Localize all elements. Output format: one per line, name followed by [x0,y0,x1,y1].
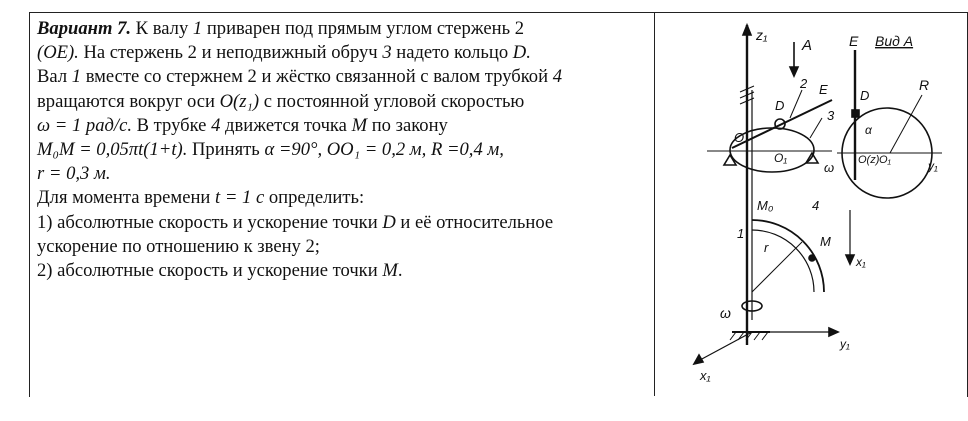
view-title: Вид А [875,33,914,49]
text-line: вращаются вокруг оси O(z₁) с постоянной угловой скоростью [37,90,525,112]
y1-label-b: y₁ [840,337,850,351]
view-a-label: A [802,37,813,54]
o1-right-label: O₁ [879,154,892,166]
r-big-label: R [919,77,930,93]
point-m-icon [809,255,815,261]
mechanism-figure [672,20,962,390]
r-small-label: r [764,240,769,255]
leader-line [810,118,822,138]
m-label: M [820,234,831,249]
x1-label-b: x₁ [700,368,711,383]
x1-arrow-icon [846,255,854,264]
two-label: 2 [800,76,808,91]
text-line: M₀M = 0,05πt(1+t). Принять α =90°, OO₁ = 0,2 м, R =0,4 м, [37,139,504,161]
text-line: ускорение по отношению к звену 2; [37,235,320,257]
one-label: 1 [737,226,745,241]
leader-line [790,90,802,118]
z1-label: z₁ [756,27,768,43]
text-line: 1) абсолютные скорость и ускорение точки D и её относительное [37,211,554,233]
y1-label-a: y₁ [928,159,938,173]
oz-label: O(z) [858,154,880,166]
radius-line [890,95,922,153]
omega-base-label: ω [720,305,731,321]
text-line: 2) абсолютные скорость и ускорение точки M. [37,260,403,282]
text-line: ω = 1 рад/с. В трубке 4 движется точка M по закону [37,114,448,136]
x1-axis-base [700,332,752,360]
ring-d-right-icon [852,110,859,117]
text-line: Вариант 7. К валу 1 приварен под прямым углом стержень 2 [37,18,525,39]
three-label: 3 [827,108,835,123]
alpha-label: α [865,123,872,137]
o-label: O [734,130,745,145]
four-label: 4 [812,198,820,213]
view-arrow-icon [790,67,798,76]
text-line: r = 0,3 м. [37,163,111,185]
d-label: D [775,98,785,113]
omega-label: ω [824,160,835,175]
text-line: Вал 1 вместе со стержнем 2 и жёстко связанной с валом трубкой 4 [37,66,562,88]
x1-base-arrow-icon [694,355,703,364]
column-divider [654,12,655,396]
text-line: (OE). На стержень 2 и неподвижный обруч 3 надето кольцо D. [37,42,531,64]
problem-statement [37,17,649,283]
e-label-2: E [819,82,828,97]
text-line: Для момента времени t = 1 c определить: [37,187,365,209]
d-right-label: D [860,88,870,103]
r-radius-line [752,242,802,292]
m0-label: M₀ [757,198,774,213]
y1-arrow-icon [829,328,838,336]
x1-label-a: x₁ [856,255,866,269]
o1-label: O₁ [774,151,788,165]
z1-arrow-icon [743,25,751,35]
e-label: E [849,33,859,49]
